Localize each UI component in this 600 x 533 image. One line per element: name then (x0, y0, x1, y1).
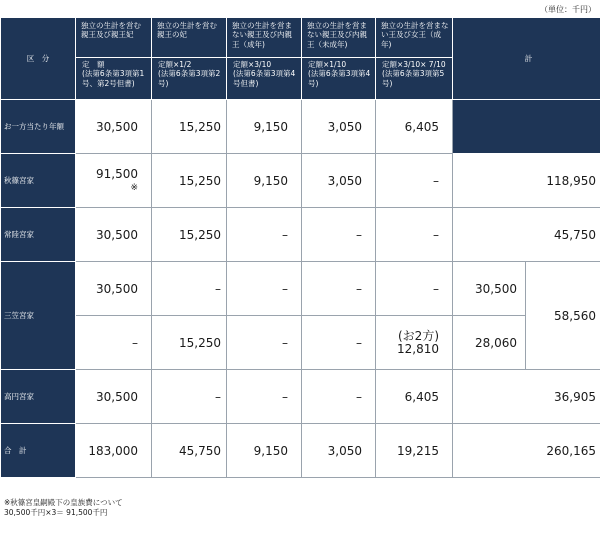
cell-mikasa2-col4: – (302, 316, 376, 370)
cell-mikasa-total: 58,560 (526, 262, 600, 370)
header-col3-rate (227, 58, 302, 100)
header-col2-rate-label: 定額×1/2 (158, 60, 192, 69)
header-col1-rate-label: 定 額 (82, 60, 105, 69)
cell-mikasa1-col2: – (152, 262, 227, 316)
cell-grand-total: 260,165 (453, 424, 600, 478)
header-col5-rate (376, 58, 453, 100)
cell-per-person-col2: 15,250 (152, 100, 227, 154)
header-col3-basis: (法第6条第3項第4号但書) (233, 69, 296, 88)
header-col1-basis: (法第6条第3項第1号、第2号但書) (82, 69, 145, 88)
header-col5-title: 独立の生計を営まない王及び女王（成年) (376, 18, 453, 58)
cell-grand-col5: 19,215 (376, 424, 453, 478)
cell-mikasa2-col3: – (227, 316, 302, 370)
cell-akishino-col1 (76, 154, 152, 208)
table-row-akishino (1, 154, 600, 208)
cell-takamado-col5: 6,405 (376, 370, 453, 424)
cell-hitachi-col1: 30,500 (76, 208, 152, 262)
cell-mikasa2-subtotal: 28,060 (453, 316, 526, 370)
cell-mikasa2-col5 (376, 316, 453, 370)
header-col5-rate-label: 定額×3/10× 7/10 (382, 60, 446, 69)
cell-hitachi-col3: – (227, 208, 302, 262)
cell-akishino-total: 118,950 (453, 154, 600, 208)
cell-per-person-col3: 9,150 (227, 100, 302, 154)
header-col1-title: 独立の生計を営む親王及び親王妃 (76, 18, 152, 58)
cell-mikasa1-subtotal: 30,500 (453, 262, 526, 316)
cell-mikasa1-col4: – (302, 262, 376, 316)
cell-grand-col4: 3,050 (302, 424, 376, 478)
cell-akishino-col3: 9,150 (227, 154, 302, 208)
header-total: 計 (453, 18, 600, 100)
row-label-per-person: お一方当たり年額 (1, 100, 76, 154)
cell-mikasa1-col5: – (376, 262, 453, 316)
cell-mikasa1-col1: 30,500 (76, 262, 152, 316)
mikasa2-col5-note: (お2方) (398, 328, 439, 343)
cell-akishino-col5: – (376, 154, 453, 208)
akishino-note-mark: ※ (130, 183, 138, 194)
cell-akishino-col2: 15,250 (152, 154, 227, 208)
header-col2-rate (152, 58, 227, 100)
row-label-mikasa: 三笠宮家 (1, 262, 76, 370)
header-col3-title: 独立の生計を営まない親王及び内親王（成年) (227, 18, 302, 58)
row-label-takamado: 高円宮家 (1, 370, 76, 424)
cell-takamado-col1: 30,500 (76, 370, 152, 424)
cell-takamado-col2: – (152, 370, 227, 424)
cell-per-person-col5: 6,405 (376, 100, 453, 154)
cell-per-person-col4: 3,050 (302, 100, 376, 154)
header-col4-rate-label: 定額×1/10 (308, 60, 347, 69)
cell-grand-col2: 45,750 (152, 424, 227, 478)
row-label-akishino: 秋篠宮家 (1, 154, 76, 208)
cell-akishino-col4: 3,050 (302, 154, 376, 208)
cell-grand-col3: 9,150 (227, 424, 302, 478)
table-row-mikasa-1 (1, 262, 600, 316)
table-row-hitachi (1, 208, 600, 262)
table-row-takamado (1, 370, 600, 424)
header-col4-basis: (法第6条第3項第4号) (308, 69, 371, 88)
cell-takamado-col3: – (227, 370, 302, 424)
cell-takamado-col4: – (302, 370, 376, 424)
cell-per-person-col1: 30,500 (76, 100, 152, 154)
cell-hitachi-col2: 15,250 (152, 208, 227, 262)
header-col5-basis: (法第6条第3項第5号) (382, 69, 445, 88)
footnote-line-2: 30,500千円×3＝ 91,500千円 (4, 507, 108, 517)
cell-mikasa2-col2: 15,250 (152, 316, 227, 370)
akishino-col1-value: 91,500 (96, 166, 138, 181)
cell-hitachi-col5: – (376, 208, 453, 262)
cell-hitachi-total: 45,750 (453, 208, 600, 262)
cell-mikasa1-col3: – (227, 262, 302, 316)
footnote (4, 498, 123, 518)
cell-grand-col1: 183,000 (76, 424, 152, 478)
header-row-titles (1, 18, 600, 58)
imperial-family-allowance-table (0, 17, 600, 478)
header-col4-title: 独立の生計を営まない親王及び内親王（未成年) (302, 18, 376, 58)
header-col2-title: 独立の生計を営む親王の妃 (152, 18, 227, 58)
header-col2-basis: (法第6条第3項第2号) (158, 69, 221, 88)
row-label-hitachi: 常陸宮家 (1, 208, 76, 262)
header-kubun: 区 分 (1, 18, 76, 100)
per-person-total-blank (453, 100, 600, 154)
cell-hitachi-col4: – (302, 208, 376, 262)
cell-takamado-total: 36,905 (453, 370, 600, 424)
row-label-grand-total: 合 計 (1, 424, 76, 478)
table-row-grand-total (1, 424, 600, 478)
cell-mikasa2-col1: – (76, 316, 152, 370)
table-row-per-person (1, 100, 600, 154)
unit-label: （単位：千円） (540, 5, 596, 14)
header-col1-rate (76, 58, 152, 100)
table-row-mikasa-2 (1, 316, 600, 370)
header-col3-rate-label: 定額×3/10 (233, 60, 272, 69)
footnote-line-1: ※秋篠宮皇嗣殿下の皇族費について (4, 498, 123, 507)
mikasa2-col5-value: 12,810 (397, 341, 439, 356)
header-col4-rate (302, 58, 376, 100)
